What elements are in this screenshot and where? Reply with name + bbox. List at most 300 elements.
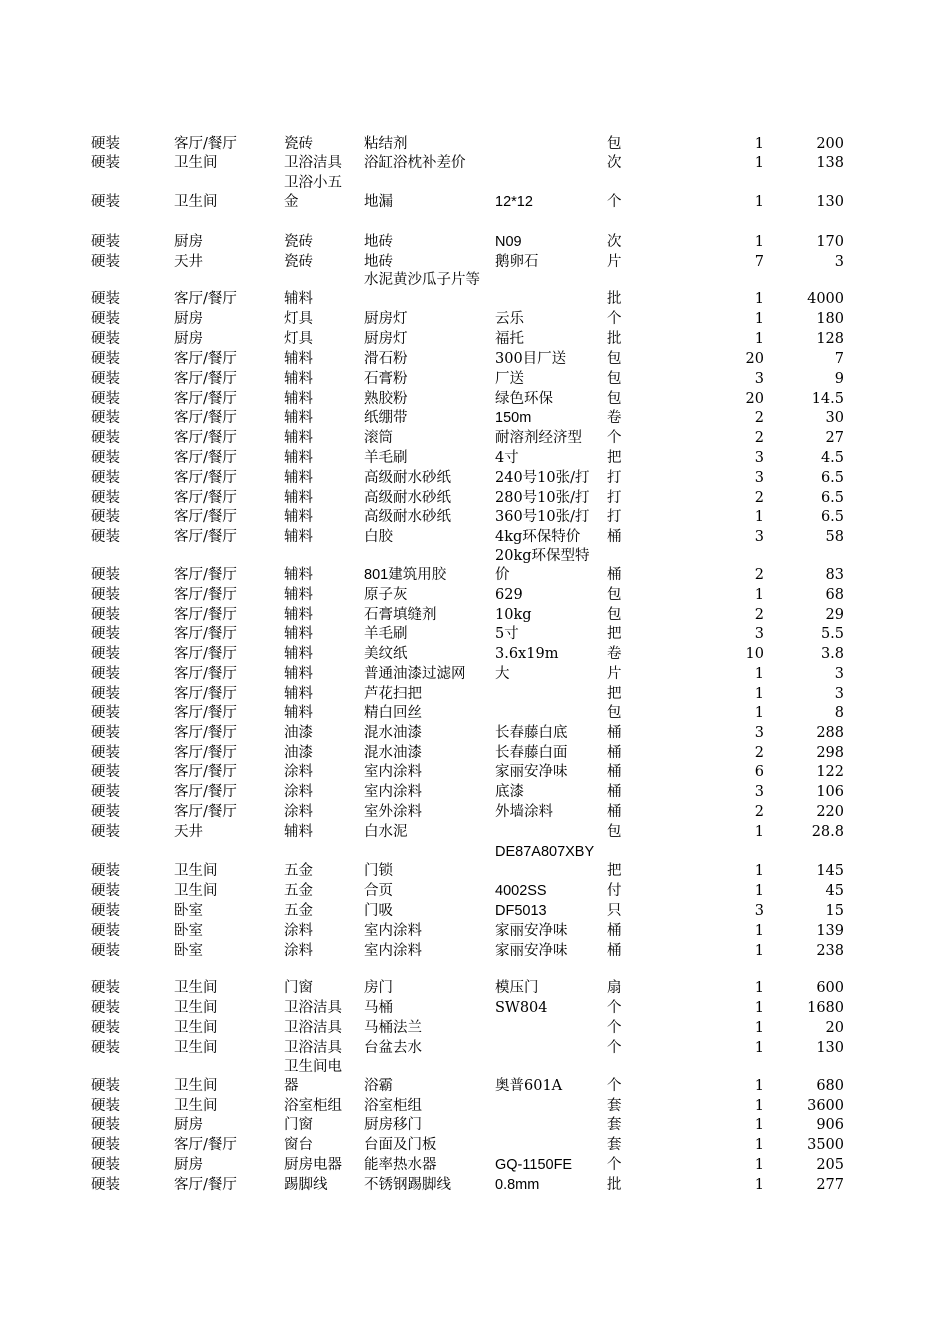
table-cell: 客厅/餐厅 xyxy=(174,666,237,682)
table-cell: 灯具 xyxy=(284,311,313,327)
table-cell: 批 xyxy=(607,291,622,307)
table-cell: 美纹纸 xyxy=(364,646,408,662)
table-cell: 窗台 xyxy=(284,1137,313,1153)
table-cell: 10kg xyxy=(495,607,532,623)
table-cell: 涂料 xyxy=(284,943,313,959)
table-cell: 客厅/餐厅 xyxy=(174,705,237,721)
table-cell: 羊毛刷 xyxy=(364,626,408,642)
table-cell: 桶 xyxy=(607,784,622,800)
table-cell: 包 xyxy=(607,824,622,840)
table-cell: 128 xyxy=(816,331,844,347)
table-cell: 卫浴洁具 xyxy=(284,1020,342,1036)
table-cell: 套 xyxy=(607,1098,622,1114)
table-cell: 桶 xyxy=(607,804,622,820)
table-cell: 个 xyxy=(607,194,622,210)
table-cell: 厨房 xyxy=(174,234,203,250)
table-cell: 客厅/餐厅 xyxy=(174,430,237,446)
table-cell: 150m xyxy=(495,410,532,426)
table-cell: 家丽安净味 xyxy=(495,923,568,939)
table-cell: 卫生间 xyxy=(174,194,218,210)
table-cell: 辅料 xyxy=(284,824,313,840)
table-cell: 客厅/餐厅 xyxy=(174,804,237,820)
table-cell: 辅料 xyxy=(284,646,313,662)
table-cell: 卧室 xyxy=(174,923,203,939)
table-cell: 底漆 xyxy=(495,784,524,800)
table-cell: 2 xyxy=(754,430,764,446)
table-cell: 瓷砖 xyxy=(284,254,313,270)
table-cell: 门锁 xyxy=(364,863,393,879)
table-cell: 客厅/餐厅 xyxy=(174,391,237,407)
table-cell: 硬装 xyxy=(91,410,120,426)
table-cell: 106 xyxy=(816,784,844,800)
table-cell: 卫生间 xyxy=(174,1000,218,1016)
table-cell: 天井 xyxy=(174,824,203,840)
table-cell: 硬装 xyxy=(91,1177,120,1193)
table-cell: 3.6x19m xyxy=(495,646,559,662)
table-cell: 辅料 xyxy=(284,391,313,407)
table-cell: 厨房移门 xyxy=(364,1117,422,1133)
table-cell: DE87A807XBY xyxy=(495,844,595,860)
table-cell: 个 xyxy=(607,311,622,327)
table-cell: 客厅/餐厅 xyxy=(174,371,237,387)
table-cell: 4kg环保特价 xyxy=(495,529,581,545)
table-cell: 辅料 xyxy=(284,567,313,583)
table-cell: 厨房灯 xyxy=(364,331,408,347)
table-cell: 29 xyxy=(825,607,844,623)
table-cell: 包 xyxy=(607,371,622,387)
table-cell: 硬装 xyxy=(91,391,120,407)
table-cell: 石膏粉 xyxy=(364,371,408,387)
table-cell: 马桶 xyxy=(364,1000,393,1016)
table-cell: 卷 xyxy=(607,410,622,426)
table-cell: 3500 xyxy=(807,1137,844,1153)
table-cell: 客厅/餐厅 xyxy=(174,725,237,741)
table-cell: 桶 xyxy=(607,529,622,545)
table-cell: 卷 xyxy=(607,646,622,662)
table-cell: 硬装 xyxy=(91,1000,120,1016)
table-cell: 卫生间电器 xyxy=(284,1059,342,1094)
table-cell: 门吸 xyxy=(364,903,393,919)
table-cell: 硬装 xyxy=(91,194,120,210)
table-cell: 卫生间 xyxy=(174,1098,218,1114)
table-cell: 油漆 xyxy=(284,725,313,741)
table-cell: 3.8 xyxy=(820,646,844,662)
table-cell: 长春藤白面 xyxy=(495,745,568,761)
table-cell: 把 xyxy=(607,863,622,879)
table-cell: 8 xyxy=(834,705,844,721)
table-cell: 辅料 xyxy=(284,450,313,466)
table-cell: 1 xyxy=(754,943,764,959)
table-cell: 1 xyxy=(754,1020,764,1036)
table-cell: 客厅/餐厅 xyxy=(174,784,237,800)
table-cell: 硬装 xyxy=(91,804,120,820)
table-cell: 精白回丝 xyxy=(364,705,422,721)
table-cell: 地漏 xyxy=(364,194,393,210)
table-cell: 130 xyxy=(816,194,844,210)
table-cell: 硬装 xyxy=(91,291,120,307)
table-cell: 硬装 xyxy=(91,1137,120,1153)
table-cell: 2 xyxy=(754,567,764,583)
table-cell: 139 xyxy=(816,923,844,939)
table-cell: 138 xyxy=(816,155,844,171)
table-cell: 客厅/餐厅 xyxy=(174,529,237,545)
table-cell: 27 xyxy=(825,430,844,446)
table-cell: 硬装 xyxy=(91,626,120,642)
table-cell: 1 xyxy=(754,234,764,250)
table-cell: 1 xyxy=(754,705,764,721)
table-cell: 客厅/餐厅 xyxy=(174,607,237,623)
table-cell: 辅料 xyxy=(284,410,313,426)
table-cell: 1 xyxy=(754,311,764,327)
table-cell: 1 xyxy=(754,509,764,525)
table-cell: 羊毛刷 xyxy=(364,450,408,466)
table-cell: 205 xyxy=(816,1157,844,1173)
table-cell: 硬装 xyxy=(91,745,120,761)
table-cell: 硬装 xyxy=(91,725,120,741)
table-cell: 145 xyxy=(816,863,844,879)
table-cell: 白胶 xyxy=(364,529,393,545)
table-cell: 硬装 xyxy=(91,587,120,603)
table-cell: 奥普601A xyxy=(495,1078,563,1094)
table-cell: 20 xyxy=(745,351,764,367)
table-cell: 277 xyxy=(816,1177,844,1193)
table-cell: 门窗 xyxy=(284,980,313,996)
table-cell: 1 xyxy=(754,1098,764,1114)
table-cell: 硬装 xyxy=(91,430,120,446)
table-cell: 硬装 xyxy=(91,371,120,387)
table-cell: 卫浴小五金 xyxy=(284,175,342,210)
table-cell: 客厅/餐厅 xyxy=(174,587,237,603)
table-cell: 9 xyxy=(834,371,844,387)
table-cell: 客厅/餐厅 xyxy=(174,351,237,367)
table-cell: 片 xyxy=(607,254,622,270)
table-cell: 套 xyxy=(607,1137,622,1153)
table-cell: 220 xyxy=(816,804,844,820)
table-cell: 桶 xyxy=(607,745,622,761)
table-cell: 硬装 xyxy=(91,155,120,171)
table-cell: 15 xyxy=(825,903,844,919)
table-cell: 1 xyxy=(754,923,764,939)
table-cell: 180 xyxy=(816,311,844,327)
table-cell: 客厅/餐厅 xyxy=(174,136,237,152)
table-cell: 卫浴洁具 xyxy=(284,155,342,171)
table-cell: SW804 xyxy=(495,1000,548,1016)
table-cell: 45 xyxy=(825,883,844,899)
table-cell: 6.5 xyxy=(820,470,844,486)
table-cell: 涂料 xyxy=(284,923,313,939)
table-cell: 室内涂料 xyxy=(364,943,422,959)
table-cell: 高级耐水砂纸 xyxy=(364,490,451,506)
table-cell: 天井 xyxy=(174,254,203,270)
table-cell: 客厅/餐厅 xyxy=(174,1137,237,1153)
table-cell: 高级耐水砂纸 xyxy=(364,509,451,525)
table-cell: 200 xyxy=(816,136,844,152)
table-cell: 1 xyxy=(754,1177,764,1193)
table-cell: 包 xyxy=(607,705,622,721)
table-cell: 83 xyxy=(825,567,844,583)
table-cell: 纸绷带 xyxy=(364,410,408,426)
table-cell: 辅料 xyxy=(284,607,313,623)
table-cell: 硬装 xyxy=(91,490,120,506)
table-cell: 个 xyxy=(607,1157,622,1173)
table-cell: 卧室 xyxy=(174,903,203,919)
table-cell: 桶 xyxy=(607,923,622,939)
table-cell: 客厅/餐厅 xyxy=(174,764,237,780)
table-cell: 10 xyxy=(745,646,764,662)
table-cell: 浴缸浴枕补差价 xyxy=(364,155,466,171)
table-cell: 硬装 xyxy=(91,686,120,702)
table-cell: 卫生间 xyxy=(174,883,218,899)
table-cell: 福托 xyxy=(495,331,524,347)
table-cell: 厨房灯 xyxy=(364,311,408,327)
table-cell: 1 xyxy=(754,686,764,702)
table-cell: 卫生间 xyxy=(174,1040,218,1056)
table-cell: N09 xyxy=(495,234,522,250)
table-cell: 云乐 xyxy=(495,311,524,327)
table-cell: 3 xyxy=(754,529,764,545)
table-cell: 1680 xyxy=(807,1000,844,1016)
table-cell: 硬装 xyxy=(91,607,120,623)
table-cell: 厨房 xyxy=(174,1157,203,1173)
table-cell: 298 xyxy=(816,745,844,761)
table-cell: 地砖 xyxy=(364,234,393,250)
table-cell: 鹅卵石 xyxy=(495,254,539,270)
table-cell: 4.5 xyxy=(820,450,844,466)
table-cell: 硬装 xyxy=(91,470,120,486)
table-cell: 绿色环保 xyxy=(495,391,553,407)
table-cell: 1 xyxy=(754,824,764,840)
table-cell: 1 xyxy=(754,136,764,152)
table-cell: 1 xyxy=(754,1040,764,1056)
table-cell: 1 xyxy=(754,980,764,996)
table-cell: 芦花扫把 xyxy=(364,686,422,702)
table-cell: 客厅/餐厅 xyxy=(174,490,237,506)
table-cell: 0.8mm xyxy=(495,1177,540,1193)
table-cell: 辅料 xyxy=(284,529,313,545)
table-cell: 个 xyxy=(607,1000,622,1016)
table-cell: 涂料 xyxy=(284,784,313,800)
table-cell: 卫生间 xyxy=(174,155,218,171)
table-cell: 1 xyxy=(754,1137,764,1153)
table-cell: 五金 xyxy=(284,903,313,919)
table-cell: 普通油漆过滤网 xyxy=(364,666,466,682)
table-cell: 硬装 xyxy=(91,666,120,682)
table-cell: 801建筑用胶 xyxy=(364,567,447,583)
table-cell: 2 xyxy=(754,804,764,820)
table-cell: 3 xyxy=(754,371,764,387)
table-cell: 3 xyxy=(834,254,844,270)
table-cell: 五金 xyxy=(284,883,313,899)
table-cell: 辅料 xyxy=(284,705,313,721)
table-cell: 3 xyxy=(754,725,764,741)
table-cell: 28.8 xyxy=(811,824,844,840)
table-cell: 辅料 xyxy=(284,470,313,486)
table-cell: 3 xyxy=(834,666,844,682)
table-cell: 6 xyxy=(754,764,764,780)
table-cell: 5寸 xyxy=(495,626,519,642)
table-cell: 硬装 xyxy=(91,1078,120,1094)
table-cell: 1 xyxy=(754,155,764,171)
table-cell: 滑石粉 xyxy=(364,351,408,367)
table-cell: 家丽安净味 xyxy=(495,943,568,959)
table-cell: 硬装 xyxy=(91,883,120,899)
table-cell: 硬装 xyxy=(91,509,120,525)
table-cell: 次 xyxy=(607,234,622,250)
table-cell: 合页 xyxy=(364,883,393,899)
table-cell: 30 xyxy=(825,410,844,426)
table-cell: 套 xyxy=(607,1117,622,1133)
table-cell: 3 xyxy=(754,784,764,800)
table-cell: 粘结剂 xyxy=(364,136,408,152)
table-cell: 2 xyxy=(754,745,764,761)
table-cell: 硬装 xyxy=(91,646,120,662)
table-cell: 1 xyxy=(754,883,764,899)
table-cell: 1 xyxy=(754,1117,764,1133)
table-cell: 瓷砖 xyxy=(284,234,313,250)
table-cell: 混水油漆 xyxy=(364,745,422,761)
table-cell: 马桶法兰 xyxy=(364,1020,422,1036)
table-cell: 门窗 xyxy=(284,1117,313,1133)
table-cell: 把 xyxy=(607,450,622,466)
table-cell: 水泥黄沙瓜子片等 xyxy=(364,272,480,288)
table-cell: 硬装 xyxy=(91,234,120,250)
table-cell: 卫生间 xyxy=(174,1078,218,1094)
table-cell: 硬装 xyxy=(91,943,120,959)
table-cell: 4000 xyxy=(807,291,844,307)
table-cell: 外墙涂料 xyxy=(495,804,553,820)
table-cell: 硬装 xyxy=(91,331,120,347)
table-cell: 客厅/餐厅 xyxy=(174,686,237,702)
table-cell: 辅料 xyxy=(284,371,313,387)
table-cell: 付 xyxy=(607,883,622,899)
table-cell: 桶 xyxy=(607,764,622,780)
table-cell: 7 xyxy=(754,254,764,270)
table-cell: 能率热水器 xyxy=(364,1157,437,1173)
table-cell: 600 xyxy=(816,980,844,996)
table-cell: 滚筒 xyxy=(364,430,393,446)
table-cell: 打 xyxy=(607,470,622,486)
table-cell: 906 xyxy=(816,1117,844,1133)
table-cell: 5.5 xyxy=(820,626,844,642)
table-cell: 把 xyxy=(607,686,622,702)
table-cell: 硬装 xyxy=(91,351,120,367)
table-cell: 4002SS xyxy=(495,883,547,899)
table-cell: 卫浴洁具 xyxy=(284,1000,342,1016)
table-cell: 辅料 xyxy=(284,666,313,682)
table-cell: 只 xyxy=(607,903,622,919)
table-cell: 58 xyxy=(825,529,844,545)
table-cell: 涂料 xyxy=(284,764,313,780)
table-cell: 把 xyxy=(607,626,622,642)
table-cell: 浴室柜组 xyxy=(364,1098,422,1114)
table-cell: 熟胶粉 xyxy=(364,391,408,407)
table-cell: 硬装 xyxy=(91,529,120,545)
table-cell: 台面及门板 xyxy=(364,1137,437,1153)
table-cell: 批 xyxy=(607,331,622,347)
table-cell: 硬装 xyxy=(91,1117,120,1133)
table-cell: 客厅/餐厅 xyxy=(174,1177,237,1193)
table-cell: 硬装 xyxy=(91,903,120,919)
table-cell: 模压门 xyxy=(495,980,539,996)
table-cell: 硬装 xyxy=(91,136,120,152)
table-cell: 238 xyxy=(816,943,844,959)
table-cell: 厨房 xyxy=(174,331,203,347)
table-cell: 厨房电器 xyxy=(284,1157,342,1173)
table-cell: 个 xyxy=(607,1078,622,1094)
table-cell: 原子灰 xyxy=(364,587,408,603)
table-cell: 包 xyxy=(607,607,622,623)
table-cell: 卫生间 xyxy=(174,980,218,996)
table-cell: 客厅/餐厅 xyxy=(174,509,237,525)
table-cell: DF5013 xyxy=(495,903,547,919)
table-cell: 12*12 xyxy=(495,194,533,210)
table-cell: 680 xyxy=(816,1078,844,1094)
table-cell: 20 xyxy=(825,1020,844,1036)
table-cell: 1 xyxy=(754,666,764,682)
table-cell: 629 xyxy=(495,587,523,603)
table-cell: 片 xyxy=(607,666,622,682)
table-cell: 浴室柜组 xyxy=(284,1098,342,1114)
table-cell: 2 xyxy=(754,410,764,426)
table-cell: 灯具 xyxy=(284,331,313,347)
table-cell: 油漆 xyxy=(284,745,313,761)
table-cell: 68 xyxy=(825,587,844,603)
table-cell: 1 xyxy=(754,1078,764,1094)
table-cell: 6.5 xyxy=(820,490,844,506)
table-cell: 2 xyxy=(754,490,764,506)
table-cell: 台盆去水 xyxy=(364,1040,422,1056)
table-cell: 3 xyxy=(754,450,764,466)
table-cell: 1 xyxy=(754,863,764,879)
table-cell: 石膏填缝剂 xyxy=(364,607,437,623)
table-cell: 白水泥 xyxy=(364,824,408,840)
table-cell: 14.5 xyxy=(811,391,844,407)
table-cell: 不锈钢踢脚线 xyxy=(364,1177,451,1193)
table-cell: 20kg环保型特价 xyxy=(495,548,590,583)
table-cell: 厨房 xyxy=(174,311,203,327)
table-cell: 个 xyxy=(607,1020,622,1036)
table-cell: 客厅/餐厅 xyxy=(174,410,237,426)
table-cell: 踢脚线 xyxy=(284,1177,328,1193)
table-cell: 280号10张/打 xyxy=(495,490,590,506)
table-cell: 硬装 xyxy=(91,1098,120,1114)
table-cell: 4寸 xyxy=(495,450,519,466)
table-cell: 包 xyxy=(607,391,622,407)
table-cell: 辅料 xyxy=(284,430,313,446)
table-cell: 6.5 xyxy=(820,509,844,525)
table-cell: 1 xyxy=(754,194,764,210)
table-cell: 1 xyxy=(754,587,764,603)
table-cell: 耐溶剂经济型 xyxy=(495,430,582,446)
table-cell: 1 xyxy=(754,291,764,307)
table-cell: 硬装 xyxy=(91,311,120,327)
table-cell: 辅料 xyxy=(284,490,313,506)
table-cell: 硬装 xyxy=(91,863,120,879)
table-cell: 20 xyxy=(745,391,764,407)
table-cell: 卫浴洁具 xyxy=(284,1040,342,1056)
table-cell: 厨房 xyxy=(174,1117,203,1133)
table-cell: 客厅/餐厅 xyxy=(174,745,237,761)
table-cell: 次 xyxy=(607,155,622,171)
table-cell: GQ-1150FE xyxy=(495,1157,573,1173)
table-cell: 170 xyxy=(816,234,844,250)
table-cell: 房门 xyxy=(364,980,393,996)
table-cell: 涂料 xyxy=(284,804,313,820)
table-cell: 卫生间 xyxy=(174,863,218,879)
table-cell: 硬装 xyxy=(91,1040,120,1056)
table-cell: 辅料 xyxy=(284,587,313,603)
table-cell: 1 xyxy=(754,1000,764,1016)
